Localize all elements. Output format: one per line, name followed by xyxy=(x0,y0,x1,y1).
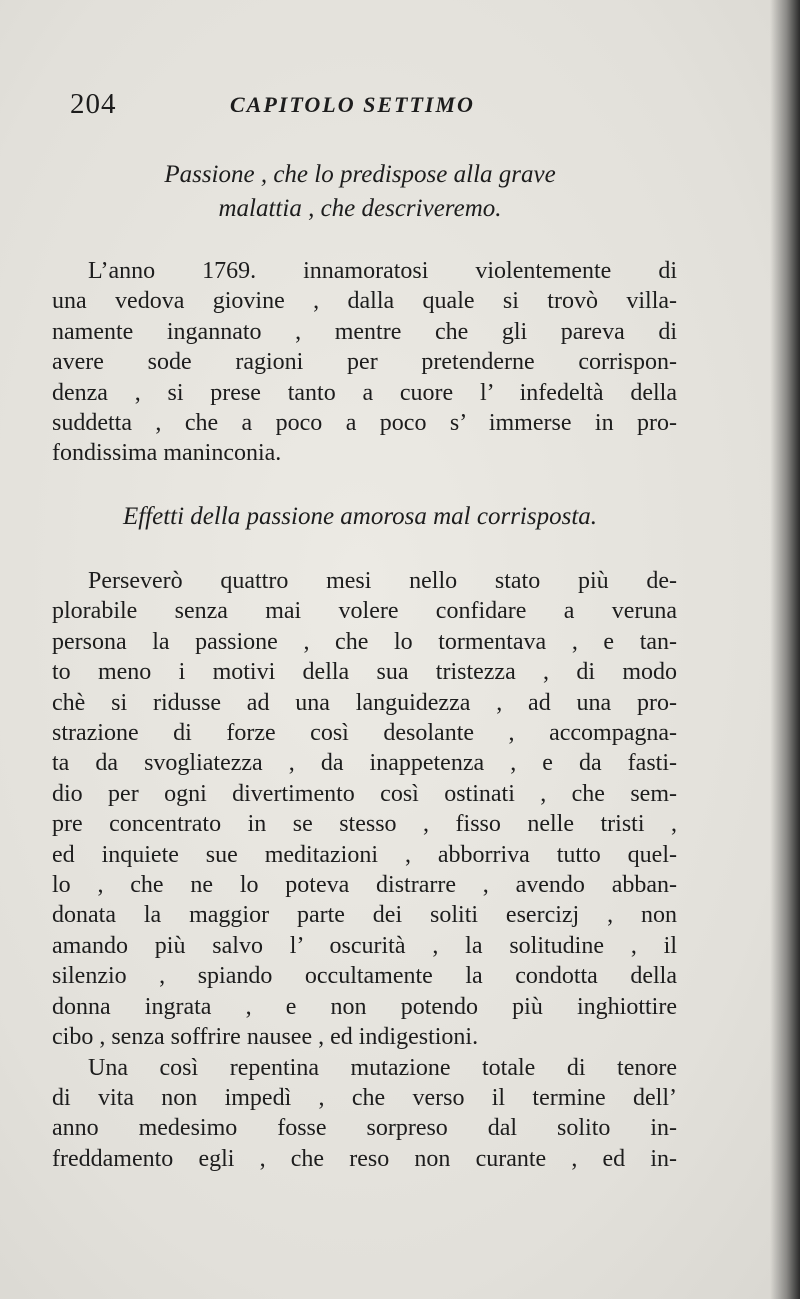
page-header xyxy=(70,88,510,124)
text-line: pre concentrato in se stesso , fisso nelle tristi , xyxy=(52,811,677,838)
text-line: cibo , senza soffrire nausee , ed indigestioni. xyxy=(52,1024,479,1051)
text-line: denza , si prese tanto a cuore l’ infedeltà della xyxy=(52,379,677,406)
text-line: strazione di forze così desolante , accompagna- xyxy=(52,720,677,747)
heading-line: Effetti della passione amorosa mal corrisposta. xyxy=(122,503,598,530)
text-line: L’anno 1769. innamoratosi violentemente di xyxy=(88,258,677,284)
text-line: amando più salvo l’ oscurità , la solitudine , il xyxy=(52,932,677,959)
page-edge-shadow xyxy=(770,0,800,1299)
text-line: chè si ridusse ad una languidezza , ad una pro- xyxy=(52,689,677,716)
section-heading-passione xyxy=(80,158,640,226)
text-line: una vedova giovine , dalla quale si trovò villa- xyxy=(52,288,677,315)
text-line: ed inquiete sue meditazioni , abborriva tutto quel- xyxy=(52,841,677,868)
text-line: to meno i motivi della sua tristezza , di modo xyxy=(52,659,677,686)
text-line: ta da svogliatezza , da inappetenza , e da fasti- xyxy=(52,750,677,777)
text-line: anno medesimo fosse sorpreso dal solito in- xyxy=(52,1115,677,1142)
page-number: 204 xyxy=(70,88,117,120)
text-line: fondissima maninconia. xyxy=(52,440,282,467)
heading-line: Passione , che lo predispose alla grave xyxy=(164,161,556,188)
paragraph-2 xyxy=(52,566,677,1174)
text-line: plorabile senza mai volere confidare a veruna xyxy=(52,598,677,625)
text-line: lo , che ne lo poteva distrarre , avendo abban- xyxy=(52,872,677,899)
text-line: Perseverò quattro mesi nello stato più de- xyxy=(88,568,677,594)
text-line: silenzio , spiando occultamente la condotta della xyxy=(52,963,677,990)
text-line: di vita non impedì , che verso il termine dell’ xyxy=(52,1084,677,1111)
text-line: freddamento egli , che reso non curante , ed in- xyxy=(52,1145,677,1172)
text-line: donata la maggior parte dei soliti esercizj , non xyxy=(52,902,677,929)
text-line: avere sode ragioni per pretenderne corrispon- xyxy=(52,349,677,376)
text-line: suddetta , che a poco a poco s’ immerse in pro- xyxy=(52,410,677,437)
text-line: persona la passione , che lo tormentava , e tan- xyxy=(52,628,677,655)
heading-line: malattia , che descriveremo. xyxy=(218,195,502,222)
text-line: Una così repentina mutazione totale di tenore xyxy=(88,1054,677,1081)
text-line: donna ingrata , e non potendo più inghiottire xyxy=(52,993,677,1020)
paragraph-1 xyxy=(52,256,677,469)
text-line: namente ingannato , mentre che gli pareva di xyxy=(52,318,677,345)
running-title: CAPITOLO SETTIMO xyxy=(230,92,475,117)
section-heading-effetti xyxy=(50,500,670,534)
text-line: dio per ogni divertimento così ostinati , che sem- xyxy=(52,780,677,807)
